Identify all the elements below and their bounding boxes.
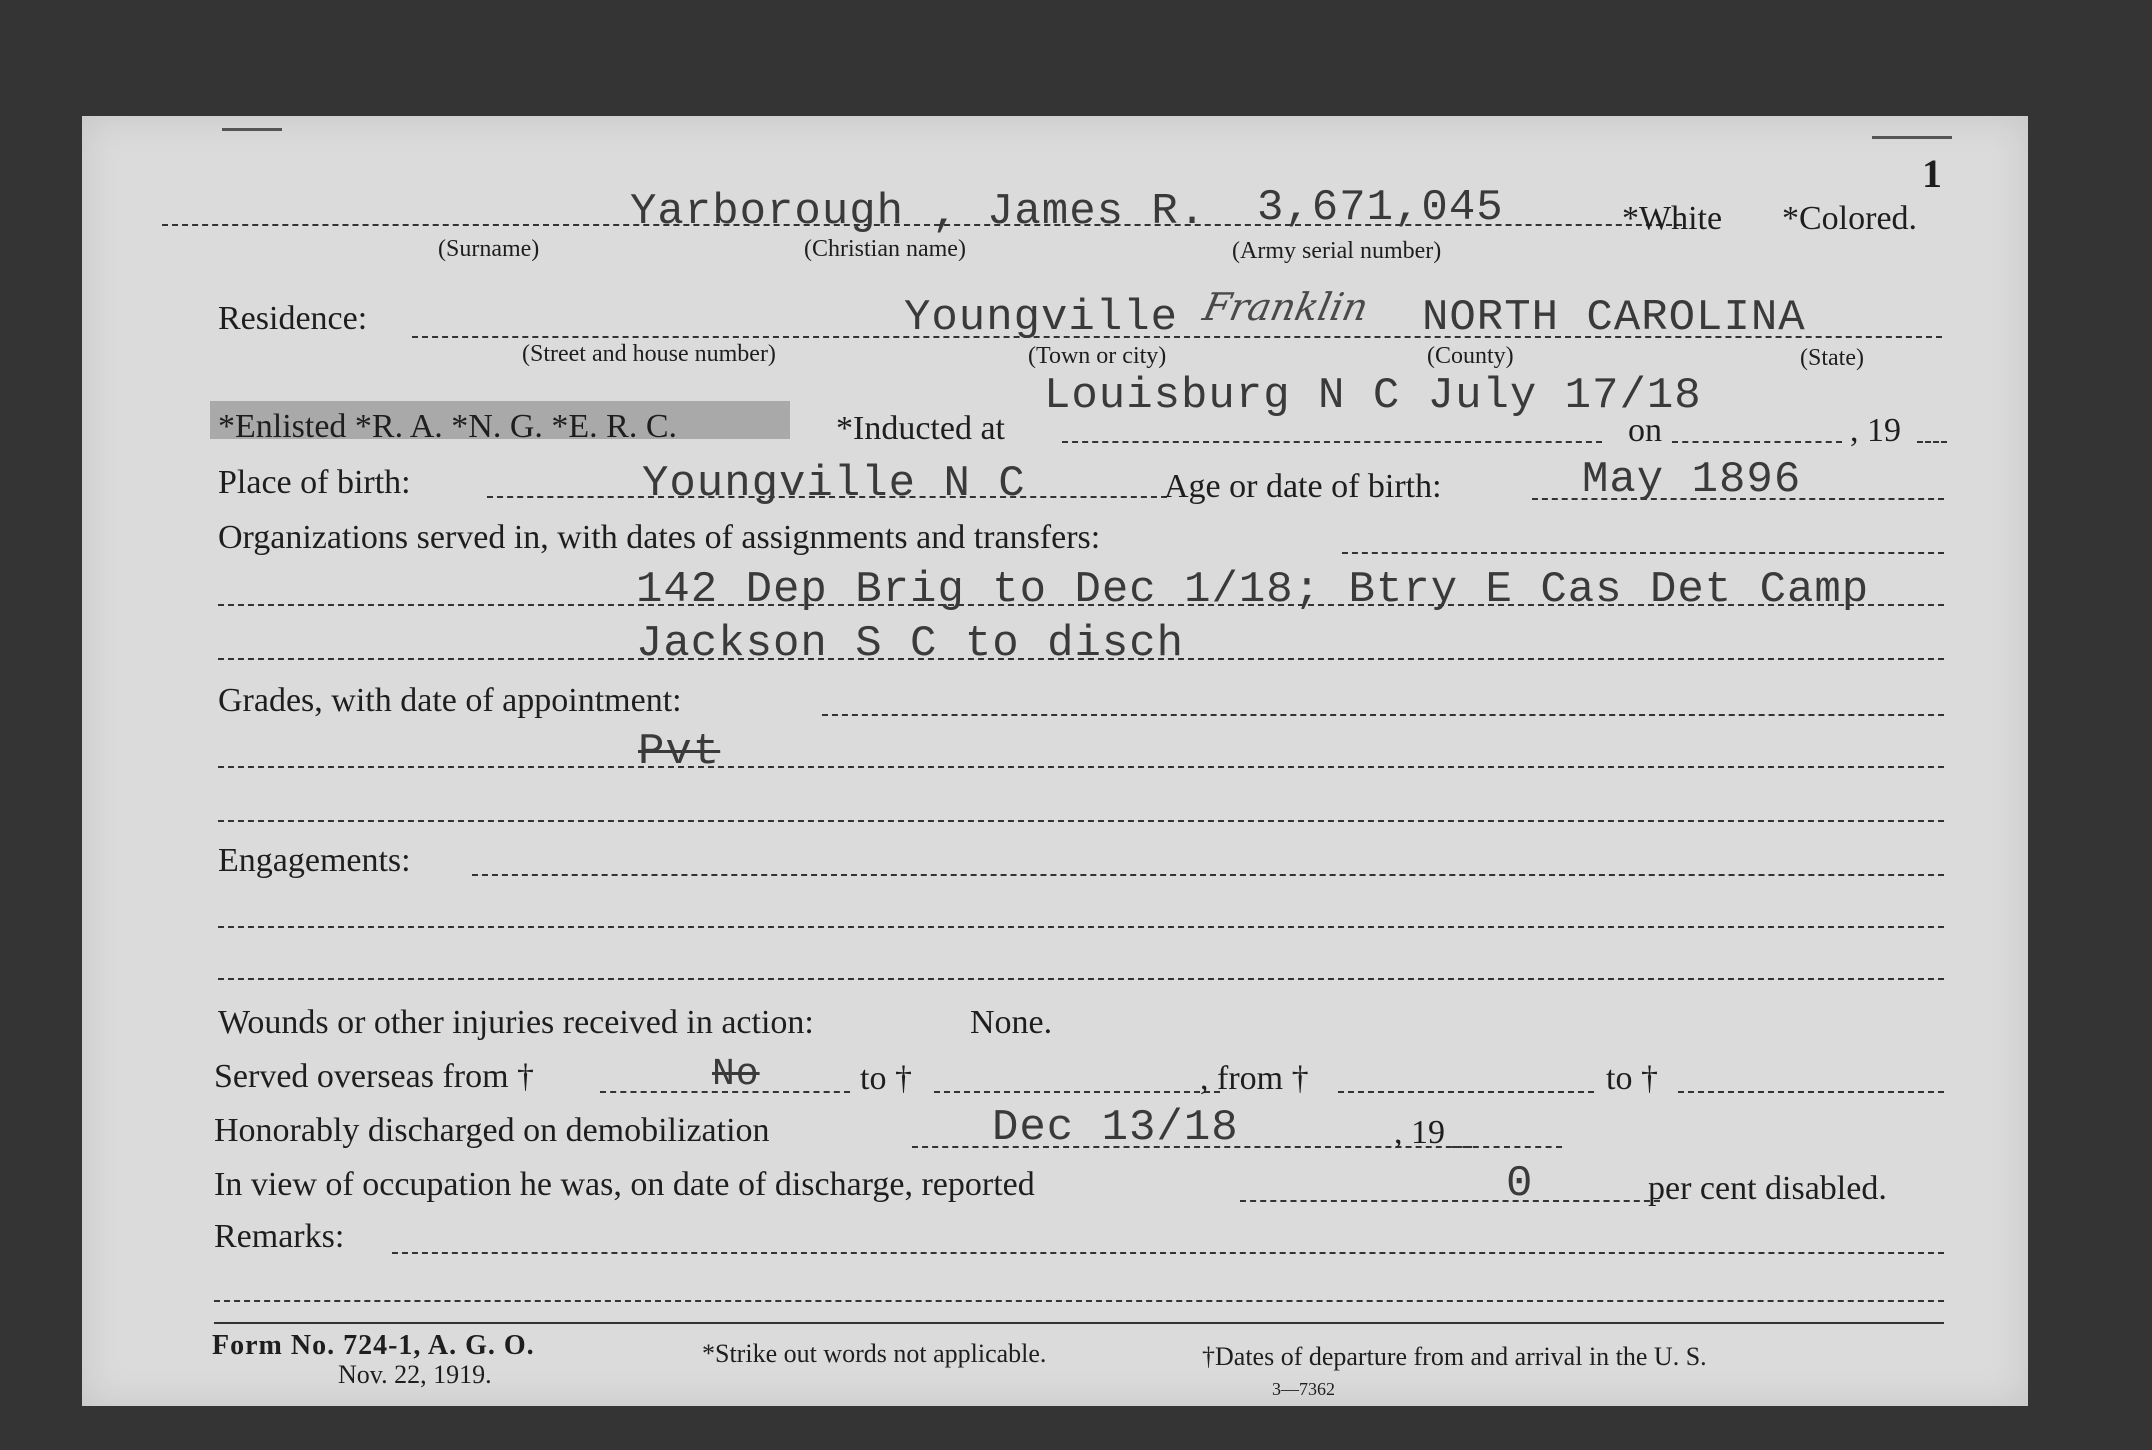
overseas-to2-line [1678, 1091, 1944, 1093]
enlisted-options: *Enlisted *R. A. *N. G. *E. R. C. [218, 408, 678, 445]
footnote-dates: †Dates of departure from and arrival in the U. S. [1202, 1342, 1707, 1371]
disability-suffix: per cent disabled. [1648, 1170, 1887, 1207]
surname-value: Yarborough [630, 187, 905, 237]
organizations-line-0 [1342, 552, 1944, 554]
form-number: Form No. 724-1, A. G. O. [212, 1330, 535, 1361]
serial-label: (Army serial number) [1232, 238, 1442, 264]
top-left-rule [222, 128, 282, 131]
grades-line-1 [218, 766, 1944, 768]
residence-county: Franklin [1199, 285, 1373, 329]
overseas-to-line [934, 1091, 1220, 1093]
grades-label: Grades, with date of appointment: [218, 682, 682, 719]
serial-number-value: 3,671,045 [1257, 183, 1504, 233]
disability-label: In view of occupation he was, on date of discharge, reported [214, 1166, 1035, 1203]
christian-name-label: (Christian name) [804, 236, 966, 262]
engagements-line-0 [472, 874, 1944, 876]
colored-option: *Colored. [1782, 200, 1918, 237]
remarks-line-0 [392, 1252, 1944, 1254]
overseas-from2-line [1338, 1091, 1594, 1093]
birth-date-value: May 1896 [1582, 455, 1802, 505]
overseas-from-label: Served overseas from † [214, 1058, 535, 1095]
overseas-to2-label: to † [1606, 1060, 1658, 1097]
christian-name-value: James R. [987, 187, 1207, 237]
inducted-label: *Inducted at [836, 410, 1005, 447]
overseas-from2-label: , from † [1200, 1060, 1309, 1097]
form-date: Nov. 22, 1919. [338, 1360, 492, 1389]
printer-code: 3—7362 [1272, 1379, 1335, 1399]
on-label: on [1628, 412, 1662, 449]
discharge-year-label: , 19 [1394, 1114, 1445, 1151]
disability-value: 0 [1506, 1159, 1534, 1209]
on-line [1672, 441, 1842, 443]
remarks-label: Remarks: [214, 1218, 345, 1255]
wounds-value: None. [970, 1004, 1053, 1041]
card-number: 1 [1922, 151, 1942, 196]
inducted-year-line [1917, 441, 1947, 443]
overseas-to-label: to † [860, 1060, 912, 1097]
birth-date-label: Age or date of birth: [1164, 468, 1442, 505]
birth-place-label: Place of birth: [218, 464, 411, 501]
discharge-label: Honorably discharged on demobilization [214, 1112, 770, 1149]
inducted-place-date: Louisburg N C July 17/18 [1044, 371, 1702, 421]
footnote-strike: *Strike out words not applicable. [702, 1339, 1047, 1368]
residence-town: Youngville [904, 293, 1179, 343]
residence-label: Residence: [218, 300, 368, 337]
name-comma: , [932, 189, 960, 239]
footer-rule [214, 1322, 1944, 1324]
town-label: (Town or city) [1028, 343, 1167, 369]
grades-value: Pvt [638, 727, 721, 777]
engagements-line-2 [218, 978, 1944, 980]
residence-state: NORTH CAROLINA [1422, 293, 1806, 343]
inducted-line [1062, 441, 1602, 443]
engagements-line-1 [218, 926, 1944, 928]
organizations-value-1: 142 Dep Brig to Dec 1/18; Btry E Cas Det Camp [636, 565, 1870, 615]
engagements-label: Engagements: [218, 842, 411, 879]
discharge-year-line [1452, 1146, 1562, 1148]
top-right-rule [1872, 136, 1952, 139]
record-card [82, 116, 2028, 1406]
organizations-label: Organizations served in, with dates of assignments and transfers: [218, 519, 1101, 556]
state-label: (State) [1800, 345, 1864, 371]
inducted-year-label: , 19 [1850, 412, 1901, 449]
street-label: (Street and house number) [522, 341, 776, 367]
surname-label: (Surname) [438, 236, 540, 262]
remarks-line-1 [214, 1300, 1944, 1302]
county-label: (County) [1427, 343, 1514, 369]
birth-place-value: Youngville N C [642, 459, 1026, 509]
organizations-value-2: Jackson S C to disch [636, 619, 1185, 669]
discharge-date: Dec 13/18 [992, 1103, 1239, 1153]
grades-line-2 [218, 820, 1944, 822]
overseas-from-value: No [712, 1053, 760, 1096]
disability-line [1240, 1200, 1660, 1202]
wounds-label: Wounds or other injuries received in action: [218, 1004, 814, 1041]
white-option: *White [1622, 200, 1723, 237]
grades-line-0 [822, 714, 1944, 716]
